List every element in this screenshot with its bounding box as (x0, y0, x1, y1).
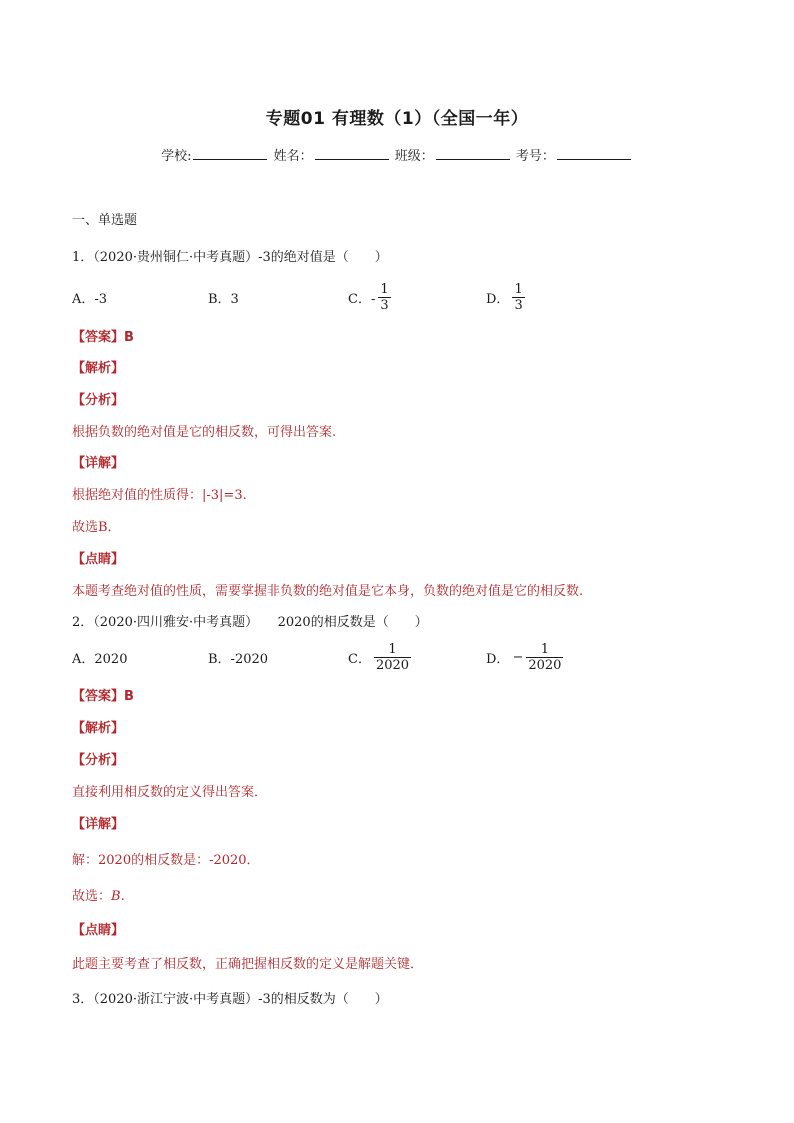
fraction-one-over-2020: $\frac{1}{2020}$ (528, 641, 562, 673)
exam-no-blank (557, 147, 631, 160)
q2-option-b: B．-2020 (208, 651, 269, 667)
question-1-stem: 1．（2020·贵州铜仁·中考真题）-3的绝对值是（ ） (72, 250, 388, 265)
q1-jiexi-label: 【解析】 (72, 361, 125, 376)
name-label: 姓名： (273, 149, 313, 164)
class-blank (436, 147, 510, 160)
q1-fenxi-text: 根据负数的绝对值是它的相反数，可得出答案. (72, 425, 337, 440)
q1-xiangjie-text: 根据绝对值的性质得：|-3|=3. (72, 488, 247, 503)
student-info-line (0, 145, 794, 164)
fraction-one-over-2020: $\frac{1}{2020}$ (375, 641, 410, 673)
q2-dianjing-label: 【点睛】 (72, 923, 125, 938)
q2-option-c: C． $\frac{1}{2020}$ (348, 641, 410, 673)
q1-option-a: A．-3 (72, 291, 108, 307)
fraction-one-third: $\frac{1}{3}$ (514, 281, 523, 313)
q1-xiangjie-label: 【详解】 (72, 456, 125, 471)
q1-choice: 故选B． (72, 520, 121, 535)
q1-option-d: D． $\frac{1}{3}$ (486, 281, 523, 313)
q2-answer: 【答案】B (72, 689, 134, 704)
q2-dianjing-text: 此题主要考查了相反数，正确把握相反数的定义是解题关键． (72, 957, 424, 972)
q2-jiexi-label: 【解析】 (72, 721, 125, 736)
q1-dianjing-text: 本题考查绝对值的性质，需要掌握非负数的绝对值是它本身，负数的绝对值是它的相反数. (72, 584, 584, 599)
section-title: 一、单选题 (72, 213, 138, 228)
q1-dianjing-label: 【点睛】 (72, 552, 125, 567)
q1-fenxi-label: 【分析】 (72, 393, 125, 408)
q2-choice: 故选：B. (72, 889, 125, 904)
q1-option-c: C．- $\frac{1}{3}$ (348, 281, 389, 313)
q2-option-d: D． − $\frac{1}{2020}$ (486, 641, 562, 673)
page-title: 专题01 有理数（1）（全国一年） (265, 109, 529, 129)
exam-no-label: 考号： (515, 149, 555, 164)
question-3-stem: 3．（2020·浙江宁波·中考真题）-3的相反数为（ ） (72, 992, 388, 1007)
class-label: 班级： (394, 149, 434, 164)
q2-fenxi-text: 直接利用相反数的定义得出答案． (72, 785, 268, 800)
question-2-stem: 2．（2020·四川雅安·中考真题） 2020的相反数是（ ） (72, 615, 428, 630)
q2-xiangjie-text: 解：2020的相反数是：-2020． (72, 853, 260, 868)
q2-xiangjie-label: 【详解】 (72, 817, 125, 832)
school-label: 学校: (161, 149, 192, 164)
q2-fenxi-label: 【分析】 (72, 753, 125, 768)
q1-option-b: B．3 (208, 291, 239, 307)
name-blank (315, 147, 389, 160)
school-blank (193, 147, 267, 160)
q1-answer: 【答案】B (72, 330, 134, 345)
fraction-one-third: $\frac{1}{3}$ (380, 281, 389, 313)
q2-option-a: A．2020 (72, 651, 128, 667)
